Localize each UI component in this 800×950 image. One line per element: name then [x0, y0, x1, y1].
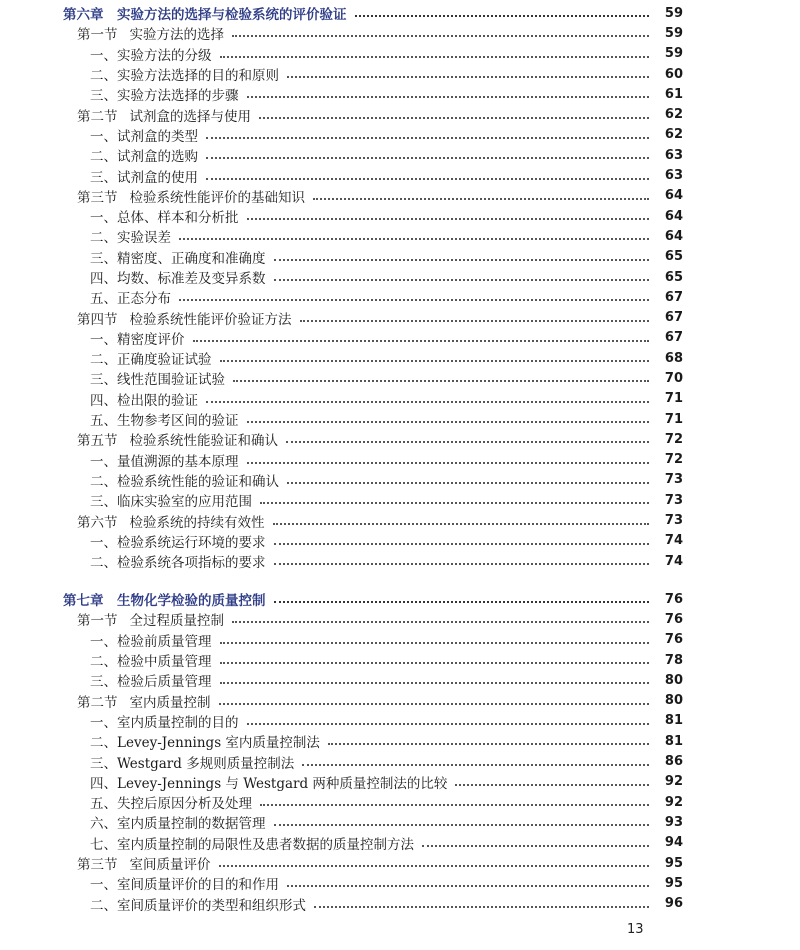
dot-leader	[233, 380, 649, 382]
dot-leader	[247, 723, 650, 725]
toc-entry-label-wrap	[0, 853, 655, 873]
dot-leader	[193, 340, 650, 342]
toc-item-row[interactable]	[0, 630, 800, 650]
toc-item-row[interactable]	[0, 125, 800, 145]
toc-page-number: 76	[664, 611, 683, 627]
toc-section-row[interactable]	[0, 609, 800, 629]
dot-leader	[287, 76, 649, 78]
toc-item-row[interactable]	[0, 64, 800, 84]
toc-entry-label-wrap	[0, 206, 655, 226]
toc-item-row[interactable]	[0, 873, 800, 893]
toc-page-number: 73	[664, 513, 683, 529]
section-number: 第三节	[77, 189, 118, 206]
dot-leader	[274, 259, 650, 261]
toc-entry-label-wrap	[0, 531, 655, 551]
toc-page-number: 64	[664, 188, 683, 204]
toc-entry-label-wrap	[0, 711, 655, 731]
toc-entry-label-wrap	[0, 267, 655, 287]
dot-leader	[422, 845, 649, 847]
dot-leader	[247, 421, 650, 423]
item-title: 二、试剂盒的选购	[90, 149, 198, 166]
toc-page-number: 65	[664, 269, 683, 285]
dot-leader	[274, 279, 650, 281]
item-title: 一、室内质量控制的目的	[90, 714, 239, 731]
toc-entry-label-wrap	[0, 450, 655, 470]
toc-entry-label-wrap	[0, 670, 655, 690]
toc-page-number: 94	[664, 835, 683, 851]
section-number: 第五节	[77, 433, 118, 450]
toc-entry-label-wrap	[0, 511, 655, 531]
toc-item-row[interactable]	[0, 833, 800, 853]
toc-page-number: 80	[664, 672, 683, 688]
toc-page-number: 72	[664, 431, 683, 447]
dot-leader	[455, 784, 649, 786]
toc-entry-label-wrap	[0, 23, 655, 43]
chapter-heading[interactable]	[0, 3, 800, 23]
toc-item-row[interactable]	[0, 165, 800, 185]
dot-leader	[206, 137, 649, 139]
item-title: 三、实验方法选择的步骤	[90, 88, 239, 105]
section-number: 第二节	[77, 694, 118, 711]
toc-page-number: 76	[664, 591, 683, 607]
item-title: 三、线性范围验证试验	[90, 372, 225, 389]
dot-leader	[274, 543, 650, 545]
section-number: 第四节	[77, 311, 118, 328]
toc-entry-label-wrap	[0, 389, 655, 409]
toc-page-number: 93	[664, 814, 683, 830]
item-title: 六、室内质量控制的数据管理	[90, 816, 266, 833]
toc-page-number: 64	[664, 228, 683, 244]
toc-page-number: 59	[664, 5, 683, 21]
section-number: 第二节	[77, 108, 118, 125]
dot-leader	[273, 523, 650, 525]
item-title: 二、检验中质量管理	[90, 654, 212, 671]
toc-entry-label-wrap	[0, 348, 655, 368]
toc-page-number: 73	[664, 492, 683, 508]
toc-page-number: 67	[664, 310, 683, 326]
dot-leader	[206, 401, 649, 403]
toc-section-row[interactable]	[0, 853, 800, 873]
dot-leader	[247, 218, 650, 220]
dot-leader	[300, 320, 650, 322]
toc-entry-label-wrap	[0, 166, 655, 186]
item-title: 二、检验系统各项指标的要求	[90, 555, 266, 572]
dot-leader	[220, 682, 650, 684]
toc-page-number: 59	[664, 25, 683, 41]
dot-leader	[287, 482, 649, 484]
item-title: 一、检验前质量管理	[90, 633, 212, 650]
toc-page-number: 72	[664, 452, 683, 468]
dot-leader	[314, 906, 649, 908]
item-title: 五、正态分布	[90, 291, 171, 308]
toc-item-row[interactable]	[0, 389, 800, 409]
dot-leader	[286, 441, 649, 443]
toc-section-row[interactable]	[0, 186, 800, 206]
toc-entry-label-wrap	[0, 44, 655, 64]
toc-item-row[interactable]	[0, 368, 800, 388]
item-title: 二、室间质量评价的类型和组织形式	[90, 897, 306, 914]
toc-section-row[interactable]	[0, 429, 800, 449]
toc-entry-label-wrap	[0, 470, 655, 490]
toc-page-number: 62	[664, 107, 683, 123]
toc-page-number: 73	[664, 472, 683, 488]
toc-item-row[interactable]	[0, 670, 800, 690]
dot-leader	[313, 198, 649, 200]
section-number: 第三节	[77, 857, 118, 873]
toc-page-number: 60	[664, 66, 683, 82]
toc-item-row[interactable]	[0, 348, 800, 368]
dot-leader	[274, 563, 650, 565]
section-title: 实验方法的选择	[129, 27, 224, 44]
toc-entry-label-wrap	[0, 3, 655, 23]
toc-item-row[interactable]	[0, 470, 800, 490]
toc-entry-label-wrap	[0, 589, 655, 609]
item-title: 一、精密度评价	[90, 331, 185, 348]
section-title: 室内质量控制	[129, 694, 211, 711]
toc-entry-label-wrap	[0, 125, 655, 145]
toc-item-row[interactable]	[0, 84, 800, 104]
item-title: 五、生物参考区间的验证	[90, 413, 239, 430]
toc-entry-label-wrap	[0, 409, 655, 429]
item-title: 四、均数、标准差及变异系数	[90, 271, 266, 287]
item-title: 三、试剂盒的使用	[90, 169, 198, 186]
toc-item-row[interactable]	[0, 267, 800, 287]
toc-item-row[interactable]	[0, 893, 800, 913]
toc-page-number: 74	[664, 553, 683, 569]
dot-leader	[247, 462, 650, 464]
toc-page-number: 95	[664, 855, 683, 871]
toc-entry-label-wrap	[0, 247, 655, 267]
toc-item-row[interactable]	[0, 792, 800, 812]
item-title: 三、Westgard 多规则质量控制法	[90, 755, 295, 772]
dot-leader	[220, 360, 650, 362]
dot-leader	[206, 157, 649, 159]
toc-entry-label-wrap	[0, 894, 655, 914]
toc-page-number: 81	[664, 733, 683, 749]
toc-page-number: 61	[664, 86, 683, 102]
toc-item-row[interactable]	[0, 650, 800, 670]
item-title: 三、检验后质量管理	[90, 674, 212, 691]
toc-item-row[interactable]	[0, 731, 800, 751]
toc-entry-label-wrap	[0, 691, 655, 711]
item-title: 一、量值溯源的基本原理	[90, 453, 239, 470]
dot-leader	[302, 764, 649, 766]
section-title: 检验系统的持续有效性	[129, 514, 265, 531]
toc-entry-label-wrap	[0, 792, 655, 812]
toc-item-row[interactable]	[0, 812, 800, 832]
chapter-heading[interactable]	[0, 589, 800, 609]
item-title: 二、Levey-Jennings 室内质量控制法	[90, 735, 320, 752]
toc-page-number: 68	[664, 350, 683, 366]
section-number: 第一节	[77, 27, 118, 44]
item-title: 二、实验误差	[90, 230, 171, 247]
item-title: 一、室间质量评价的目的和作用	[90, 877, 279, 894]
toc-entry-label-wrap	[0, 833, 655, 853]
dot-leader	[220, 642, 650, 644]
item-title: 三、临床实验室的应用范围	[90, 494, 252, 511]
item-title: 七、室内质量控制的局限性及患者数据的质量控制方法	[90, 836, 414, 853]
toc-entry-label-wrap	[0, 609, 655, 629]
toc-item-row[interactable]	[0, 551, 800, 571]
toc-entry-label-wrap	[0, 490, 655, 510]
dot-leader	[260, 502, 649, 504]
dot-leader	[219, 703, 650, 705]
section-number: 第六节	[77, 514, 118, 531]
dot-leader	[179, 299, 649, 301]
dot-leader	[220, 56, 650, 58]
dot-leader	[206, 178, 649, 180]
item-title: 二、检验系统性能的验证和确认	[90, 473, 279, 490]
toc-entry-label-wrap	[0, 308, 655, 328]
toc-entry-label-wrap	[0, 812, 655, 832]
toc-entry-label-wrap	[0, 873, 655, 893]
toc-item-row[interactable]	[0, 490, 800, 510]
item-title: 三、精密度、正确度和准确度	[90, 250, 266, 267]
toc-section-row[interactable]	[0, 104, 800, 124]
toc-entry-label-wrap	[0, 84, 655, 104]
toc-page-number: 74	[664, 533, 683, 549]
dot-leader	[220, 662, 650, 664]
toc-page-number: 80	[664, 693, 683, 709]
dot-leader	[247, 96, 650, 98]
dot-leader	[287, 885, 649, 887]
item-title: 一、检验系统运行环境的要求	[90, 534, 266, 551]
chapter-title: 第七章 生物化学检验的质量控制	[63, 593, 266, 610]
toc-item-row[interactable]	[0, 145, 800, 165]
toc-section-row[interactable]	[0, 510, 800, 530]
toc-page-number: 64	[664, 208, 683, 224]
dot-leader	[260, 804, 649, 806]
toc-item-row[interactable]	[0, 287, 800, 307]
toc-entry-label-wrap	[0, 145, 655, 165]
toc-item-row[interactable]	[0, 531, 800, 551]
dot-leader	[179, 238, 649, 240]
toc-entry-label-wrap	[0, 368, 655, 388]
item-title: 二、实验方法选择的目的和原则	[90, 68, 279, 85]
section-title: 检验系统性能评价的基础知识	[129, 189, 305, 206]
chapter-6-block	[0, 3, 800, 571]
toc-item-row[interactable]	[0, 711, 800, 731]
toc-page-number: 63	[664, 168, 683, 184]
toc-page-number: 63	[664, 147, 683, 163]
toc-item-row[interactable]	[0, 44, 800, 64]
section-title: 检验系统性能评价验证方法	[129, 311, 292, 328]
item-title: 五、失控后原因分析及处理	[90, 796, 252, 813]
item-title: 一、实验方法的分级	[90, 47, 212, 64]
toc-entry-label-wrap	[0, 186, 655, 206]
dot-leader	[274, 601, 650, 603]
toc-item-row[interactable]	[0, 226, 800, 246]
item-title: 四、Levey-Jennings 与 Westgard 两种质量控制法的比较	[90, 775, 448, 792]
dot-leader	[355, 15, 650, 17]
toc-page-number: 92	[664, 774, 683, 790]
toc-page-number: 86	[664, 754, 683, 770]
toc-item-row[interactable]	[0, 247, 800, 267]
toc-item-row[interactable]	[0, 772, 800, 792]
toc-entry-label-wrap	[0, 226, 655, 246]
section-title: 试剂盒的选择与使用	[129, 108, 251, 125]
toc-item-row[interactable]	[0, 409, 800, 429]
toc-page-number: 81	[664, 713, 683, 729]
section-title: 全过程质量控制	[129, 613, 224, 630]
dot-leader	[259, 117, 649, 119]
toc-entry-label-wrap	[0, 630, 655, 650]
toc-section-row[interactable]	[0, 307, 800, 327]
toc-page-number: 67	[664, 289, 683, 305]
toc-section-row[interactable]	[0, 690, 800, 710]
toc-page-number: 96	[664, 896, 683, 912]
toc-page-number: 59	[664, 46, 683, 62]
toc-page-number: 95	[664, 875, 683, 891]
toc-entry-label-wrap	[0, 752, 655, 772]
section-title: 检验系统性能验证和确认	[129, 433, 278, 450]
toc-entry-label-wrap	[0, 772, 655, 792]
toc-item-row[interactable]	[0, 328, 800, 348]
toc-item-row[interactable]	[0, 206, 800, 226]
toc-page-number: 65	[664, 249, 683, 265]
toc-entry-label-wrap	[0, 328, 655, 348]
toc-page-number: 92	[664, 794, 683, 810]
page-number: 13	[627, 922, 644, 937]
item-title: 一、试剂盒的类型	[90, 128, 198, 145]
toc-entry-label-wrap	[0, 650, 655, 670]
toc-entry-label-wrap	[0, 105, 655, 125]
dot-leader	[219, 865, 650, 867]
dot-leader	[274, 824, 650, 826]
toc-entry-label-wrap	[0, 64, 655, 84]
toc-section-row[interactable]	[0, 23, 800, 43]
toc-entry-label-wrap	[0, 287, 655, 307]
toc-page-number: 62	[664, 127, 683, 143]
toc-item-row[interactable]	[0, 450, 800, 470]
section-number: 第一节	[77, 613, 118, 630]
dot-leader	[232, 35, 649, 37]
dot-leader	[232, 621, 649, 623]
dot-leader	[328, 743, 649, 745]
chapter-7-block	[0, 589, 800, 914]
item-title: 四、检出限的验证	[90, 392, 198, 409]
toc-page-number: 76	[664, 632, 683, 648]
chapter-title: 第六章 实验方法的选择与检验系统的评价验证	[63, 7, 347, 24]
toc-item-row[interactable]	[0, 751, 800, 771]
toc-entry-label-wrap	[0, 551, 655, 571]
toc-page-number: 67	[664, 330, 683, 346]
toc-page-number: 78	[664, 652, 683, 668]
section-title: 室间质量评价	[129, 857, 211, 873]
toc-entry-label-wrap	[0, 731, 655, 751]
toc-page-number: 70	[664, 370, 683, 386]
toc-page-number: 71	[664, 411, 683, 427]
item-title: 二、正确度验证试验	[90, 352, 212, 369]
item-title: 一、总体、样本和分析批	[90, 210, 239, 227]
toc-page-number: 71	[664, 391, 683, 407]
toc-entry-label-wrap	[0, 429, 655, 449]
